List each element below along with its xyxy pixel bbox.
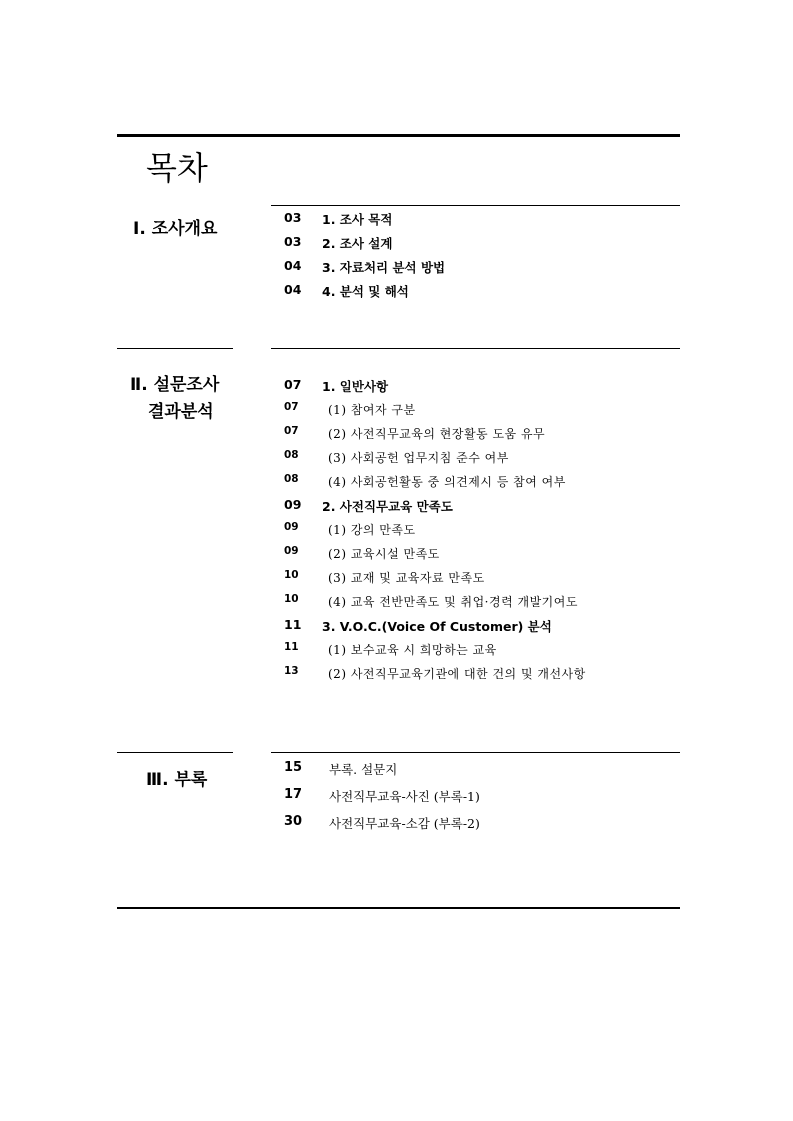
toc-text: (4) 사회공헌활동 중 의견제시 등 참여 여부	[328, 475, 566, 489]
toc-page: 13	[284, 665, 299, 677]
toc-text: (1) 보수교육 시 희망하는 교육	[328, 643, 497, 657]
section-1-heading-text: Ⅰ. 조사개요	[133, 219, 218, 239]
section-2-heading-line2: 결과분석	[148, 402, 214, 422]
toc-page: 09	[284, 545, 299, 557]
section-3-heading	[146, 767, 207, 794]
toc-page: 04	[284, 282, 302, 297]
section-1-divider	[271, 205, 680, 206]
toc-text: 3. 자료처리 분석 방법	[322, 260, 446, 275]
toc-page: 03	[284, 234, 302, 249]
toc-text: 2. 사전직무교육 만족도	[322, 499, 453, 514]
section-3-heading-text: Ⅲ. 부록	[146, 770, 208, 790]
toc-text: (3) 사회공헌 업무지침 준수 여부	[328, 451, 509, 465]
toc-page: 30	[284, 814, 303, 829]
toc-page: 11	[284, 641, 299, 653]
toc-page: 07	[284, 377, 302, 392]
section-3-divider-right	[271, 752, 680, 753]
toc-page: 10	[284, 569, 299, 581]
toc-text: 3. V.O.C.(Voice Of Customer) 분석	[322, 619, 552, 634]
toc-text: (2) 교육시설 만족도	[328, 547, 440, 561]
bottom-rule	[117, 907, 680, 909]
toc-text: 1. 일반사항	[322, 379, 389, 394]
toc-text: 사전직무교육-소감 (부록-2)	[329, 816, 480, 831]
section-3-divider-left	[117, 752, 233, 753]
toc-page: 04	[284, 258, 302, 273]
toc-page: 09	[284, 521, 299, 533]
toc-text: 1. 조사 목적	[322, 212, 393, 227]
toc-page: 17	[284, 787, 303, 802]
section-2-divider-left	[117, 348, 233, 349]
toc-page: 08	[284, 449, 299, 461]
toc-text: (1) 참여자 구분	[328, 403, 416, 417]
toc-text: (2) 사전직무교육의 현장활동 도움 유무	[328, 427, 546, 441]
toc-text: 2. 조사 설계	[322, 236, 393, 251]
toc-page: 03	[284, 210, 302, 225]
toc-page: 15	[284, 760, 303, 775]
toc-page: 11	[284, 617, 302, 632]
toc-page: 10	[284, 593, 299, 605]
toc-page: 07	[284, 425, 299, 437]
toc-text: (3) 교재 및 교육자료 만족도	[328, 571, 485, 585]
toc-text: 부록. 설문지	[329, 762, 398, 777]
page-title: 목차	[146, 149, 208, 187]
toc-text: 사전직무교육-사진 (부록-1)	[329, 789, 480, 804]
section-1-heading	[133, 216, 217, 243]
toc-page: 08	[284, 473, 299, 485]
toc-text: (1) 강의 만족도	[328, 523, 416, 537]
toc-text: (2) 사전직무교육기관에 대한 건의 및 개선사항	[328, 667, 586, 681]
section-2-divider-right	[271, 348, 680, 349]
toc-page: 09	[284, 497, 302, 512]
top-rule	[117, 134, 680, 137]
section-2-heading	[130, 372, 219, 426]
toc-text: 4. 분석 및 해석	[322, 284, 409, 299]
toc-text: (4) 교육 전반만족도 및 취업·경력 개발기여도	[328, 595, 578, 609]
section-2-heading-line1: Ⅱ. 설문조사	[130, 375, 220, 395]
toc-page: 07	[284, 401, 299, 413]
